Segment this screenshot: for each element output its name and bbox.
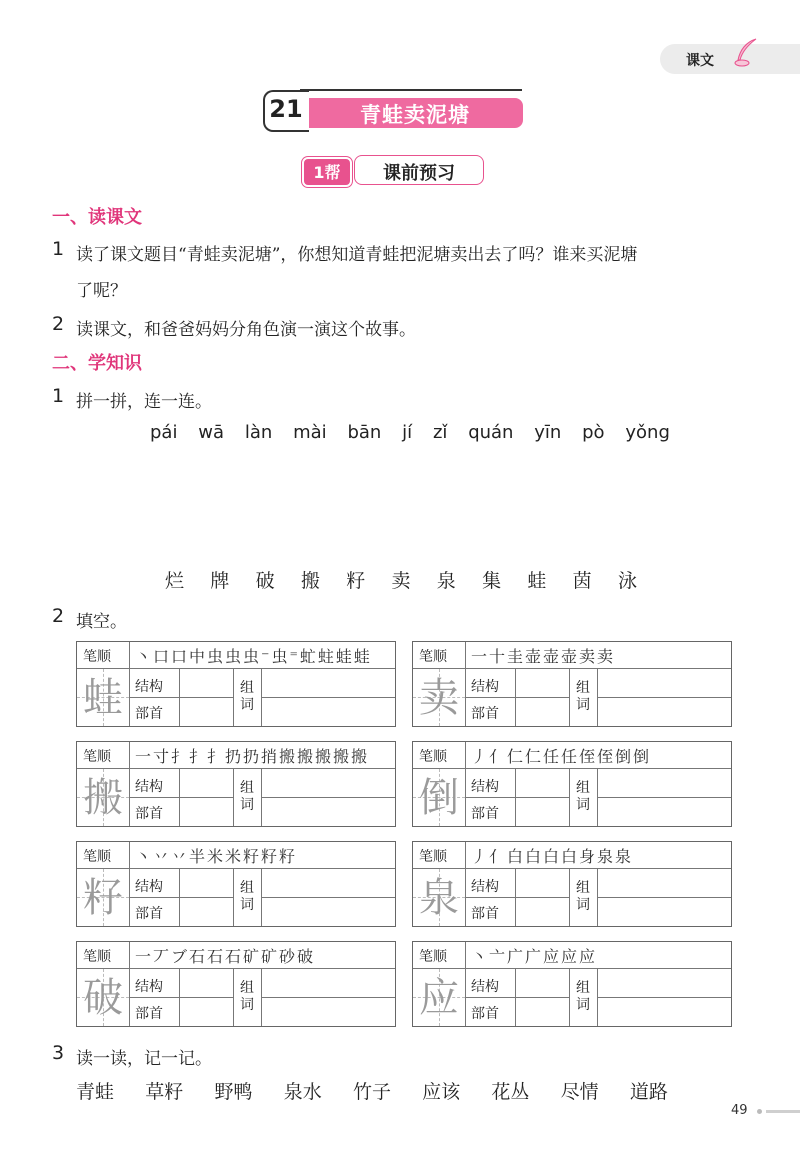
vocab-word: 竹子 [352, 1081, 391, 1103]
pinyin-row [150, 422, 670, 443]
radical-label: 部首 [471, 906, 499, 922]
divider [261, 797, 395, 798]
divider [233, 669, 234, 726]
vocab-word: 尽情 [560, 1081, 599, 1103]
hanzi-item[interactable]: 破 [255, 570, 275, 592]
divider [597, 997, 731, 998]
pinyin-item[interactable]: bān [347, 422, 382, 443]
structure-label: 结构 [135, 679, 163, 695]
tian-grid [77, 669, 130, 726]
divider [465, 897, 569, 898]
stroke-order-label: 笔顺 [419, 949, 447, 965]
divider [597, 897, 731, 898]
s2-q2-number: 2 [52, 605, 65, 627]
hanzi-item[interactable]: 搬 [300, 570, 320, 592]
divider [597, 797, 731, 798]
stroke-order-label: 笔顺 [419, 849, 447, 865]
vocab-word: 青蛙 [76, 1081, 115, 1103]
vocab-word: 道路 [629, 1081, 668, 1103]
hanzi-item[interactable]: 牌 [210, 570, 230, 592]
model-character: 泉 [419, 875, 459, 921]
word-label-bottom: 词 [576, 797, 590, 813]
stroke-sequence: 丿亻仁仁任任侄侄倒倒 [471, 747, 652, 766]
section1-title: 一、读课文 [52, 207, 142, 228]
divider [465, 842, 466, 868]
divider [515, 869, 516, 926]
model-character: 倒 [419, 775, 459, 821]
pinyin-item[interactable]: yīn [534, 422, 562, 443]
divider [569, 769, 570, 826]
stroke-order-label: 笔顺 [419, 649, 447, 665]
stroke-sequence: 丿亻白白白白身泉泉 [471, 847, 634, 866]
model-character: 卖 [419, 675, 459, 721]
feather-icon [730, 36, 762, 68]
character-card [76, 841, 396, 927]
word-label [576, 980, 592, 1014]
pinyin-item[interactable]: jí [402, 422, 413, 443]
divider [465, 797, 569, 798]
word-label [240, 980, 256, 1014]
character-card [76, 741, 396, 827]
word-label [576, 880, 592, 914]
word-label [576, 680, 592, 714]
structure-label: 结构 [471, 879, 499, 895]
radical-label: 部首 [135, 806, 163, 822]
s1-q1-line1: 读了课文题目“青蛙卖泥塘”，你想知道青蛙把泥塘卖出去了吗？谁来买泥塘 [76, 245, 638, 265]
structure-label: 结构 [135, 779, 163, 795]
hanzi-item[interactable]: 卖 [391, 570, 411, 592]
divider [261, 697, 395, 698]
hanzi-item[interactable]: 集 [482, 570, 502, 592]
section2-title: 二、学知识 [52, 353, 142, 374]
s1-q1-number: 1 [52, 238, 65, 260]
model-character: 籽 [83, 875, 123, 921]
divider [129, 797, 233, 798]
stroke-sequence: 丶丷丷半米米籽籽籽 [135, 847, 298, 866]
model-character: 蛙 [83, 675, 123, 721]
corner-tab-label: 课文 [686, 53, 714, 69]
stroke-order-label: 笔顺 [419, 749, 447, 765]
stroke-sequence: 丶亠广广应应应 [471, 947, 598, 966]
word-label-bottom: 词 [240, 797, 254, 813]
hanzi-item[interactable]: 泳 [617, 570, 637, 592]
word-label [240, 880, 256, 914]
s1-q2-text: 读课文，和爸爸妈妈分角色演一演这个故事。 [76, 320, 416, 340]
divider [515, 669, 516, 726]
structure-label: 结构 [135, 979, 163, 995]
model-character: 破 [83, 975, 123, 1021]
structure-label: 结构 [471, 779, 499, 795]
vocab-word: 草籽 [145, 1081, 184, 1103]
word-label-bottom: 词 [240, 697, 254, 713]
divider [597, 697, 731, 698]
character-card [412, 641, 732, 727]
page-number: 49 [731, 1103, 748, 1118]
word-label-top: 组 [576, 780, 590, 796]
word-label-bottom: 词 [576, 897, 590, 913]
character-card [76, 641, 396, 727]
stroke-sequence: 一寸扌扌扌扔扔捎搬搬搬搬搬 [135, 747, 370, 766]
stroke-order-label: 笔顺 [83, 749, 111, 765]
tian-grid [413, 669, 466, 726]
divider [261, 997, 395, 998]
model-character: 搬 [83, 775, 123, 821]
pinyin-item[interactable]: zǐ [432, 422, 448, 443]
character-card [412, 741, 732, 827]
word-label-top: 组 [576, 980, 590, 996]
divider [515, 969, 516, 1026]
radical-label: 部首 [471, 806, 499, 822]
hanzi-row [165, 566, 637, 593]
divider [179, 969, 180, 1026]
radical-label: 部首 [135, 706, 163, 722]
divider [129, 997, 233, 998]
divider [465, 742, 466, 768]
pinyin-item[interactable]: mài [293, 422, 327, 443]
divider [179, 669, 180, 726]
radical-label: 部首 [135, 1006, 163, 1022]
word-label-top: 组 [240, 980, 254, 996]
pinyin-item[interactable]: pò [582, 422, 605, 443]
divider [179, 869, 180, 926]
word-label-bottom: 词 [240, 997, 254, 1013]
divider [569, 869, 570, 926]
word-label [240, 780, 256, 814]
s2-q3-text: 读一读，记一记。 [76, 1049, 212, 1069]
word-label-bottom: 词 [576, 697, 590, 713]
pinyin-item[interactable]: yǒng [625, 422, 670, 443]
character-card [412, 941, 732, 1027]
divider [515, 769, 516, 826]
divider [261, 897, 395, 898]
word-label-bottom: 词 [240, 897, 254, 913]
radical-label: 部首 [471, 1006, 499, 1022]
stroke-order-label: 笔顺 [83, 949, 111, 965]
vocab-word: 花丛 [491, 1081, 530, 1103]
title-top-line [300, 89, 522, 91]
character-card [76, 941, 396, 1027]
word-label [240, 680, 256, 714]
hanzi-item[interactable]: 泉 [436, 570, 456, 592]
s2-q2-text: 填空。 [76, 612, 127, 632]
lesson-number: 21 [269, 95, 303, 123]
stroke-sequence: 一十圭壶壶壶卖卖 [471, 647, 616, 666]
tian-grid [77, 969, 130, 1026]
divider [129, 842, 130, 868]
divider [465, 942, 466, 968]
vocab-word: 泉水 [283, 1081, 322, 1103]
page-dot [757, 1109, 762, 1114]
pinyin-item[interactable]: pái [150, 422, 178, 443]
structure-label: 结构 [471, 679, 499, 695]
word-label [576, 780, 592, 814]
pinyin-item[interactable]: làn [244, 422, 273, 443]
s2-q1-text: 拼一拼，连一连。 [76, 392, 212, 412]
divider [233, 769, 234, 826]
structure-label: 结构 [135, 879, 163, 895]
divider [129, 942, 130, 968]
divider [233, 869, 234, 926]
tian-grid [413, 769, 466, 826]
tian-grid [413, 869, 466, 926]
page-line [766, 1110, 800, 1113]
s1-q2-number: 2 [52, 313, 65, 335]
subheader-badge-text: 1帮 [313, 163, 341, 182]
character-card [412, 841, 732, 927]
vocab-word: 应该 [422, 1081, 461, 1103]
tian-grid [77, 769, 130, 826]
radical-label: 部首 [135, 906, 163, 922]
hanzi-item[interactable]: 烂 [165, 570, 185, 592]
divider [465, 997, 569, 998]
vocabulary-row [76, 1077, 668, 1104]
divider [233, 969, 234, 1026]
word-label-top: 组 [576, 680, 590, 696]
hanzi-item[interactable]: 蛙 [527, 570, 547, 592]
tian-grid [413, 969, 466, 1026]
divider [465, 642, 466, 668]
word-label-top: 组 [576, 880, 590, 896]
word-label-top: 组 [240, 880, 254, 896]
divider [179, 769, 180, 826]
hanzi-item[interactable]: 茵 [572, 570, 592, 592]
stroke-sequence: 丶口口中虫虫虫⁻虫⁼虻蛀蛙蛙 [135, 647, 372, 666]
pinyin-item[interactable]: quán [468, 422, 514, 443]
stroke-order-label: 笔顺 [83, 849, 111, 865]
s1-q1-line2: 了呢？ [76, 281, 127, 301]
s2-q1-number: 1 [52, 385, 65, 407]
structure-label: 结构 [471, 979, 499, 995]
divider [129, 642, 130, 668]
hanzi-item[interactable]: 籽 [346, 570, 366, 592]
divider [129, 697, 233, 698]
model-character: 应 [419, 975, 459, 1021]
divider [569, 669, 570, 726]
radical-label: 部首 [471, 706, 499, 722]
divider [569, 969, 570, 1026]
s2-q3-number: 3 [52, 1042, 65, 1064]
word-label-top: 组 [240, 680, 254, 696]
word-label-bottom: 词 [576, 997, 590, 1013]
divider [129, 897, 233, 898]
lesson-title: 青蛙卖泥塘 [360, 103, 470, 127]
vocab-word: 野鸭 [214, 1081, 253, 1103]
tian-grid [77, 869, 130, 926]
stroke-order-label: 笔顺 [83, 649, 111, 665]
divider [129, 742, 130, 768]
word-label-top: 组 [240, 780, 254, 796]
divider [465, 697, 569, 698]
stroke-sequence: 一丆ブ石石石矿矿砂破 [135, 947, 316, 966]
subheader-title: 课前预习 [383, 163, 455, 184]
pinyin-item[interactable]: wā [198, 422, 225, 443]
